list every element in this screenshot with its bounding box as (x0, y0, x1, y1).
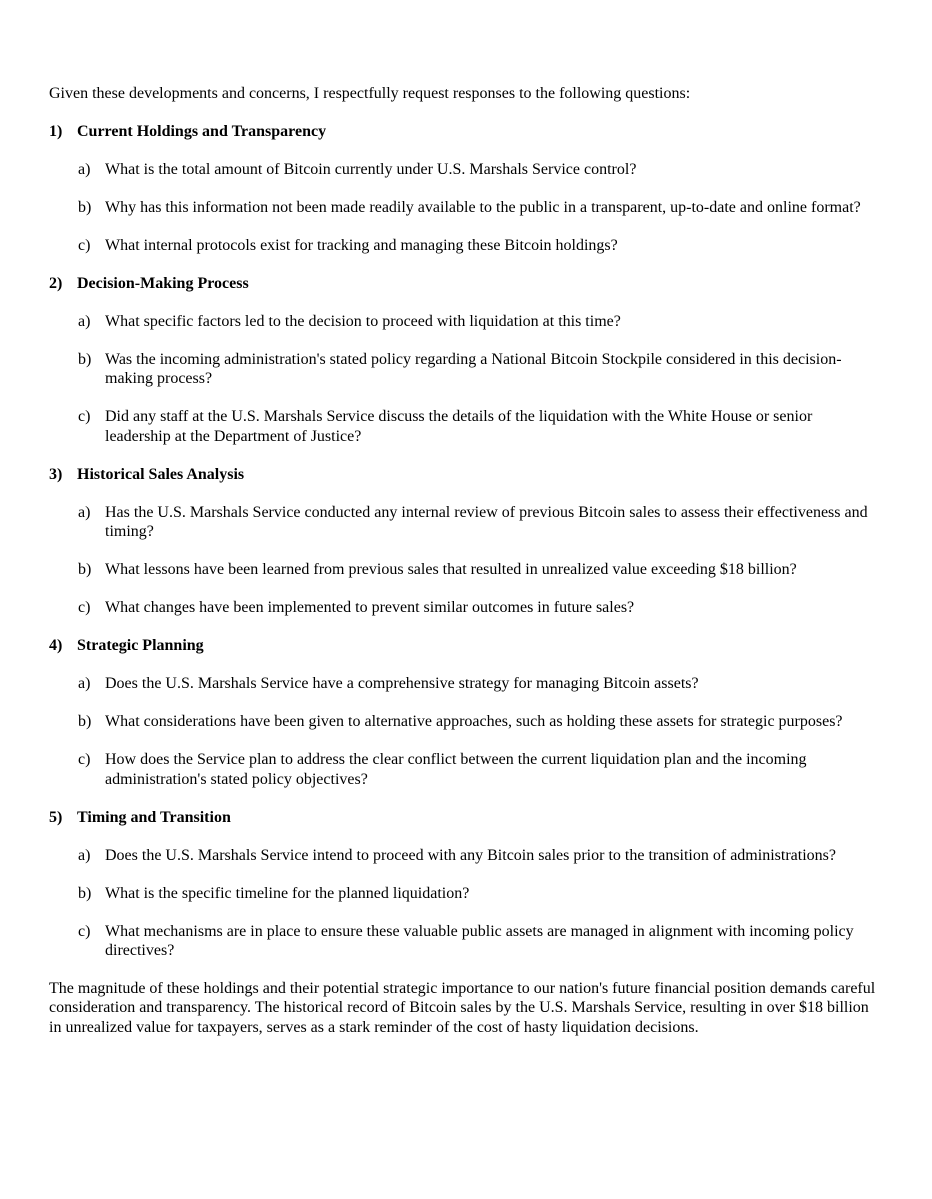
item-letter: b) (78, 351, 92, 368)
section-number: 1) (49, 123, 63, 140)
item-letter: c) (78, 408, 91, 426)
question-item-1a (49, 160, 877, 179)
section-heading-4 (49, 636, 877, 655)
question-item-3c (49, 598, 877, 617)
question-item-5c (49, 922, 877, 961)
item-text: What is the total amount of Bitcoin currently under U.S. Marshals Service control? (105, 161, 637, 178)
question-item-4a (49, 674, 877, 693)
question-item-3b (49, 560, 877, 579)
question-item-4c (49, 750, 877, 789)
section-title: Current Holdings and Transparency (77, 123, 327, 140)
item-letter: a) (78, 161, 91, 178)
item-text: Has the U.S. Marshals Service conducted any internal review of previous Bitcoin sales to assess their effectiveness and timing? (105, 503, 868, 541)
item-letter: c) (78, 237, 91, 254)
section-heading-5 (49, 808, 877, 827)
section-number: 5) (49, 808, 63, 826)
item-text: What specific factors led to the decision to proceed with liquidation at this time? (105, 313, 621, 330)
item-text: What mechanisms are in place to ensure these valuable public assets are managed in alignment with incoming policy directives? (105, 922, 854, 960)
item-letter: a) (78, 675, 91, 693)
section-title: Decision-Making Process (77, 275, 249, 292)
item-text: What considerations have been given to alternative approaches, such as holding these assets for strategic purposes? (105, 713, 843, 731)
item-text: Why has this information not been made readily available to the public in a transparent, up-to-date and online format? (105, 199, 861, 216)
section-heading-1 (49, 122, 877, 141)
item-letter: b) (78, 713, 92, 731)
section-title: Timing and Transition (77, 808, 231, 826)
item-letter: a) (78, 503, 91, 521)
item-text: Was the incoming administration's stated policy regarding a National Bitcoin Stockpile considered in this decision-making process? (105, 351, 842, 388)
question-item-1c (49, 236, 877, 255)
question-item-2c (49, 407, 877, 446)
question-item-4b (49, 712, 877, 731)
section-number: 2) (49, 275, 63, 292)
item-letter: b) (78, 199, 92, 216)
item-letter: b) (78, 561, 92, 579)
item-letter: a) (78, 313, 91, 330)
item-text: Did any staff at the U.S. Marshals Service discuss the details of the liquidation with the White House or senior leadership at the Department of Justice? (105, 408, 813, 445)
intro-paragraph: Given these developments and concerns, I respectfully request responses to the following questions: (49, 85, 691, 102)
section-number: 3) (49, 465, 63, 483)
item-text: Does the U.S. Marshals Service intend to proceed with any Bitcoin sales prior to the transition of administrations? (105, 846, 836, 864)
section-title: Strategic Planning (77, 637, 204, 655)
item-text: Does the U.S. Marshals Service have a comprehensive strategy for managing Bitcoin assets? (105, 675, 699, 693)
closing-paragraph: The magnitude of these holdings and their potential strategic importance to our nation's future financial position demands careful consideration and transparency. The historical record of Bitcoin sales by the U.S. Marshals Service, resulting in over $18 billion in unrealized value for taxpayers, serves as a stark reminder of the cost of hasty liquidation decisions. (49, 980, 876, 1036)
question-item-1b (49, 198, 877, 217)
item-text: What lessons have been learned from previous sales that resulted in unrealized value exceeding $18 billion? (105, 561, 797, 579)
section-heading-3 (49, 465, 877, 484)
question-item-2b (49, 350, 877, 389)
item-text: What changes have been implemented to prevent similar outcomes in future sales? (105, 599, 635, 617)
item-text: What is the specific timeline for the planned liquidation? (105, 884, 470, 902)
question-item-2a (49, 312, 877, 331)
item-letter: b) (78, 884, 92, 902)
section-number: 4) (49, 637, 63, 655)
item-letter: c) (78, 599, 91, 617)
item-letter: a) (78, 846, 91, 864)
section-title: Historical Sales Analysis (77, 465, 245, 483)
item-letter: c) (78, 751, 91, 769)
item-text: What internal protocols exist for tracking and managing these Bitcoin holdings? (105, 237, 618, 254)
item-text: How does the Service plan to address the clear conflict between the current liquidation plan and the incoming administration's stated policy objectives? (105, 751, 807, 788)
question-item-3a (49, 503, 877, 542)
section-heading-2 (49, 274, 877, 293)
question-item-5a (49, 846, 877, 865)
item-letter: c) (78, 922, 91, 940)
question-item-5b (49, 884, 877, 903)
